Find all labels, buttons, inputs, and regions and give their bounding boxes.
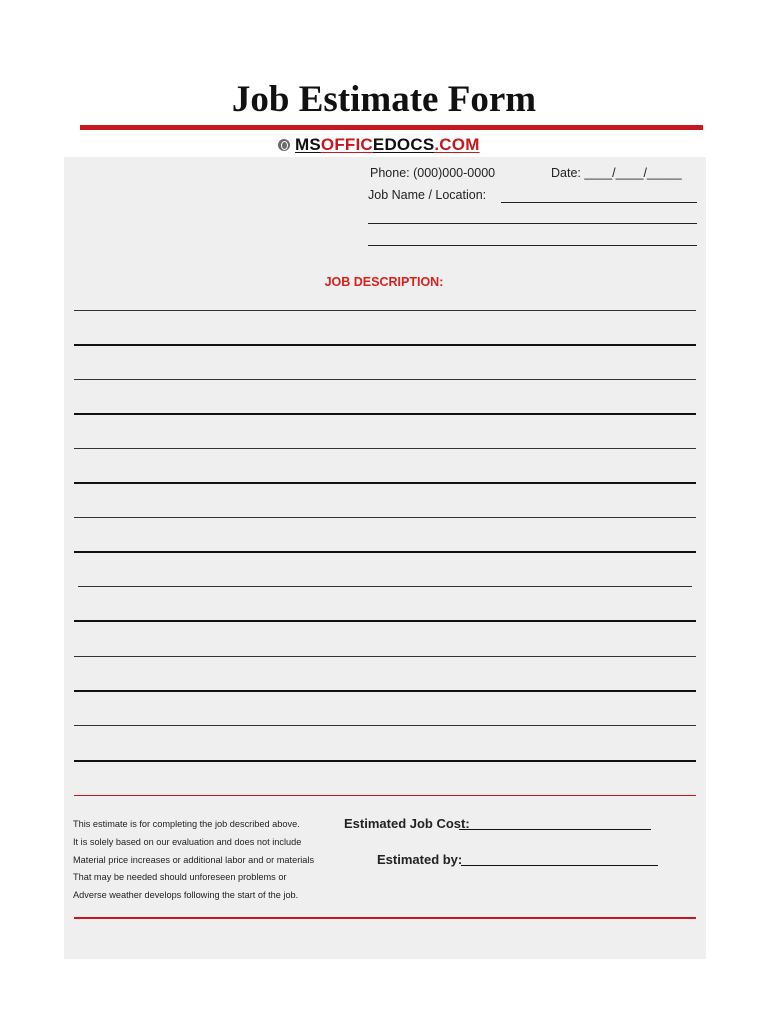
disclaimer-line: Material price increases or additional labor and or materials [73, 854, 315, 865]
date-field[interactable]: Date: ____/____/_____ [551, 166, 682, 180]
bottom-divider [74, 917, 696, 919]
estimated-cost-label: Estimated Job Cost: [344, 816, 470, 831]
estimated-cost-input-line[interactable] [459, 829, 651, 830]
description-line[interactable] [78, 586, 692, 587]
phone-field: Phone: (000)000-0000 [370, 166, 496, 180]
disclaimer-line: Adverse weather develops following the start of the job. [73, 890, 299, 901]
logo-wordmark [295, 131, 480, 159]
disclaimer-line: This estimate is for completing the job described above. [73, 819, 300, 829]
logo-part-ms: MS [295, 135, 321, 154]
logo-part-offic: OFFIC [320, 135, 373, 154]
description-line[interactable] [74, 310, 696, 311]
logo-part-edocs: EDOCS [372, 135, 435, 154]
description-line[interactable] [74, 448, 696, 449]
estimated-by-label: Estimated by: [377, 852, 463, 867]
description-line[interactable] [74, 482, 696, 484]
description-line[interactable] [74, 690, 696, 692]
section-divider [74, 795, 696, 796]
description-line[interactable] [74, 413, 696, 415]
description-line[interactable] [74, 656, 696, 657]
description-line[interactable] [74, 517, 696, 518]
description-line[interactable] [74, 551, 696, 553]
description-line[interactable] [74, 379, 696, 380]
disclaimer-line: That may be needed should unforeseen problems or [73, 872, 287, 883]
estimate-disclaimer [73, 816, 314, 905]
disclaimer-line: It is solely based on our evaluation and does not include [73, 836, 302, 847]
estimated-by-input-line[interactable] [461, 865, 658, 866]
title-underline [80, 125, 703, 130]
description-line[interactable] [74, 344, 696, 346]
location-input-line[interactable] [368, 245, 697, 246]
globe-icon [278, 139, 290, 151]
site-logo[interactable] [272, 131, 498, 157]
job-name-label: Job Name / Location: [368, 188, 487, 202]
description-line[interactable] [74, 725, 696, 726]
description-line[interactable] [74, 760, 696, 762]
document-title: Job Estimate Form [231, 79, 537, 120]
job-description-heading: JOB DESCRIPTION: [324, 275, 444, 289]
job-name-input-line[interactable] [501, 202, 697, 203]
location-input-line[interactable] [368, 223, 697, 224]
logo-part-com: .COM [434, 135, 480, 154]
description-line[interactable] [74, 620, 696, 622]
